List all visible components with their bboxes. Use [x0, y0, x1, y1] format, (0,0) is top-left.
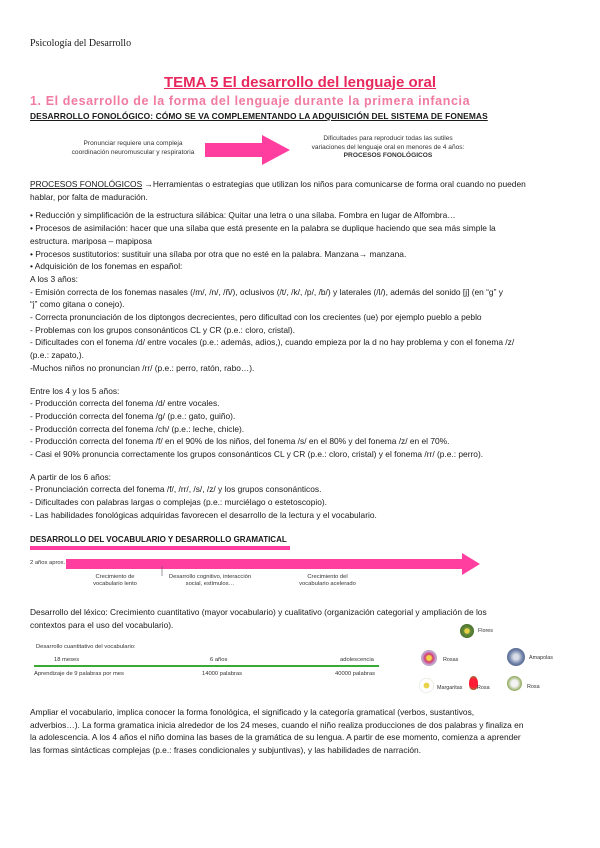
age6-heading: A partir de los 6 años:: [30, 471, 112, 482]
chart-title: Desarrollo cuantitativo del vocabulario:: [36, 644, 136, 650]
left-box-line: Pronunciar requiere una compleja: [83, 140, 183, 147]
phonology-diagram: [30, 132, 490, 168]
page-title: TEMA 5 El desarrollo del lenguaje oral: [163, 74, 436, 91]
rose-icon: [507, 676, 522, 691]
vocabulary-heading-text: DESARROLLO DEL VOCABULARIO Y DESARROLLO GRAMATICAL: [30, 535, 287, 544]
procesos-block: [30, 178, 575, 522]
list-item: - Producción correcta del fonema /ch/ (p.e.: leche, chicle).: [30, 423, 245, 434]
growth-line: [34, 665, 379, 667]
daisy-icon: [419, 678, 434, 693]
list-item: - Dificultades con palabras largas o complejas (p.e.: murciélago o estetoscopio).: [30, 497, 327, 508]
vocabulary-timeline: [30, 552, 490, 602]
age45-heading: Entre los 4 y los 5 años:: [30, 385, 120, 396]
stage-age: adolescencia: [340, 657, 374, 663]
stage-desc: Aprendizaje de 9 palabras por mes: [34, 671, 124, 677]
tree-child-label: Rosa: [527, 684, 540, 690]
timeline-label-line: Crecimiento de: [95, 574, 135, 580]
paragraph-line: las formas sintácticas complejas (p.e.: frases condicionales y subjuntivas), y las habilidades de narración.: [30, 745, 422, 756]
timeline-label: [155, 574, 265, 588]
list-item: - Emisión correcta de los fonemas nasales (/m/, /n/, /ñ/), oclusivos (/t/, /k/, /p/, /b/) y laterales (/l/), además del sonido [j] (en “g” y: [30, 286, 503, 297]
vocabulary-heading: [30, 534, 287, 547]
list-item: - Pronunciación correcta del fonema /f/, /rr/, /s/, /z/ y los grupos consonánticos.: [30, 484, 322, 495]
section-subtitle: 1. El desarrollo de la forma del lenguaje durante la primera infancia: [30, 94, 471, 108]
lexico-line: contextos para el uso del vocabulario).: [30, 619, 174, 630]
list-item: • Reducción y simplificación de la estructura silábica: Quitar una letra o una sílaba. Fombra en lugar de Alfombra…: [30, 210, 456, 221]
list-item: • Procesos sustitutorios: sustituir una sílaba por otra que no esté en la palabra. Manzana→ manzana.: [30, 248, 407, 259]
flowers-image-icon: [460, 624, 474, 638]
procesos-term: PROCESOS FONOLÓGICOS: [30, 179, 143, 189]
timeline-label: [70, 574, 160, 588]
right-box-text: [288, 135, 488, 161]
paragraph-line: adverbios…). La forma gramatica inicia alrededor de los 24 meses, cuando el niño realiza producciones de dos palabras y finaliza en: [30, 719, 524, 730]
final-paragraph: [30, 706, 575, 757]
list-item: - Las habilidades fonológicas adquiridas favorecen el desarrollo de la lectura y el vocabulario.: [30, 509, 377, 520]
list-item: estructura. mariposa – mapiposa: [30, 235, 152, 246]
list-item: - Problemas con los grupos consonánticos CL y CR (p.e.: cloro, cristal).: [30, 324, 296, 335]
paragraph-line: Ampliar el vocabulario, implica conocer la forma fonológica, el significado y la categoría gramatical (verbos, sustantivos,: [30, 707, 475, 717]
list-item: - Producción correcta del fonema /d/ entre vocales.: [30, 398, 220, 409]
procesos-definition: hablar, por falta de maduración.: [30, 191, 148, 202]
lexico-line: Desarrollo del léxico: Crecimiento cuantitativo (mayor vocabulario) y cualitativo (organización categorial y ampliación de los: [30, 607, 487, 617]
timeline-label-line: vocabulario acelerado: [299, 581, 356, 587]
age3-heading: A los 3 años:: [30, 273, 78, 284]
vocabulary-growth-chart: [30, 644, 390, 684]
right-box-line: PROCESOS FONOLÓGICOS: [343, 152, 433, 159]
list-item: - Correcta pronunciación de los diptongos decrecientes, pero dificultad con los crecientes (ue) por ejemplo pueblo a peblo: [30, 312, 482, 323]
paragraph-line: la adolescencia. A los 4 años el niño domina las bases de la gramática de su lengua. A partir de ese momento, comienza a aprender: [30, 732, 521, 743]
procesos-definition: →Herramientas o estrategias que utilizan los niños para comunicarse de forma oral cuando no pueden: [142, 179, 526, 189]
stage-desc: 14000 palabras: [202, 671, 242, 677]
timeline-label-line: vocabulario lento: [93, 581, 137, 587]
list-item: “j” como gitana o conejo).: [30, 299, 125, 310]
left-box-line: coordinación neuromuscular y respiratoria: [71, 148, 195, 156]
list-item: (p.e.: zapato,).: [30, 350, 84, 361]
tree-child-label: Margaritas: [437, 685, 463, 691]
list-item: - Casi el 90% pronuncia correctamente los grupos consonánticos CL y CR (p.e.: cloro, cristal) y el fonema /rr/ (p.e.: perro).: [30, 449, 484, 460]
list-item: • Adquisición de los fonemas en español:: [30, 261, 183, 272]
tree-child-label: Amapolas: [529, 655, 553, 661]
tree-child-label: Rosas: [443, 657, 459, 663]
timeline-label-line: Desarrollo cognitivo, interacción: [168, 574, 252, 580]
stage-desc: 40000 palabras: [335, 671, 375, 677]
list-item: - Producción correcta del fonema /f/ en el 90% de los niños, del fonema /s/ en el 80% y del fonema /z/ en el 70%.: [30, 436, 450, 447]
tree-child-label: Rosa: [477, 685, 490, 691]
list-item: - Producción correcta del fonema /g/ (p.e.: gato, guiño).: [30, 410, 236, 421]
right-box-line: variaciones del lenguaje oral en menores de 4 años:: [311, 143, 465, 151]
tree-root-label: Flores: [478, 628, 493, 634]
category-tree: [415, 620, 585, 700]
flowers-image-icon: [507, 648, 525, 666]
timeline-label-line: social, estímulos…: [185, 581, 235, 587]
timeline-start-label: 2 años aprox.: [30, 560, 66, 566]
heading-underline-bar: [30, 546, 290, 550]
list-item: - Dificultades con el fonema /d/ entre vocales (p.e.: además, adios,), cuando empieza por la d no hay problema y con el fonema /z/: [30, 337, 515, 348]
timeline-label-line: Crecimiento del: [307, 574, 348, 580]
list-item: -Muchos niños no pronuncian /rr/ (p.e.: perro, ratón, rabo…).: [30, 362, 255, 373]
flowers-image-icon: [421, 650, 437, 666]
stage-age: 6 años: [210, 657, 228, 663]
left-box-text: [58, 140, 208, 157]
phonological-heading: DESARROLLO FONOLÓGICO: CÓMO SE VA COMPLEMENTANDO LA ADQUISICIÓN DEL SISTEMA DE FONEMAS: [30, 111, 488, 121]
page-header: Psicología del Desarrollo: [30, 38, 132, 49]
timeline-label: [280, 574, 375, 588]
list-item: • Procesos de asimilación: hacer que una sílaba que está presente en la palabra se duplique haciendo que sea más simple la: [30, 223, 496, 234]
stage-age: 18 meses: [54, 657, 80, 663]
right-box-line: Dificultades para reproducir todas las sutiles: [323, 135, 453, 142]
